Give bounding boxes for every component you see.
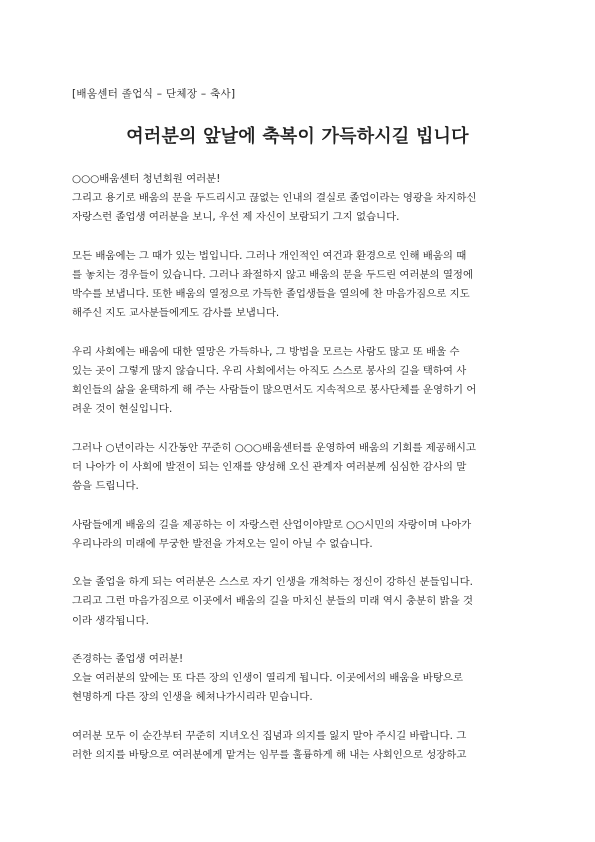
text-line: 존경하는 졸업생 여러분! — [72, 652, 184, 665]
paragraph-6 — [72, 573, 528, 631]
text-line: 모든 배움에는 그 때가 있는 법입니다. 그러나 개인적인 여건과 환경으로 인해 배움의 때 — [72, 249, 467, 262]
text-line: 오늘 여러분의 앞에는 또 다른 장의 인생이 열리게 됩니다. 이곳에서의 배움을 바탕으로 — [72, 672, 463, 685]
paragraph-7 — [72, 650, 528, 708]
text-line: 더 나아가 이 사회에 발전이 되는 인재를 양성해 오신 관계자 여러분께 심심한 감사의 말 — [72, 461, 467, 473]
text-line: 러한 의지를 바탕으로 여러분에게 맡겨는 임무를 훌륭하게 해 내는 사회인으로 성장하고 — [72, 748, 467, 761]
text-line: 현명하게 다른 장의 인생을 헤쳐나가시리라 믿습니다. — [72, 691, 313, 704]
text-line: 자랑스런 졸업생 여러분을 보니, 우선 제 자신이 보람되기 그지 없습니다. — [72, 211, 400, 224]
text-line: 회인들의 삶을 윤택하게 해 주는 사람들이 많으면서도 지속적으로 봉사단체를 운영하기 어 — [72, 384, 477, 397]
paragraph-4 — [72, 439, 528, 497]
text-line: 그리고 용기로 배움의 문을 두드리시고 끊없는 인내의 결실로 졸업이라는 영광을 차지하신 — [72, 192, 477, 205]
text-line: 우리나라의 미래에 무궁한 발전을 가져오는 일이 아닐 수 없습니다. — [72, 537, 373, 550]
document-category: [배움센터 졸업식 – 단체장 – 축사] — [72, 88, 236, 100]
document-title: 여러분의 앞날에 축복이 가득하시길 빕니다 — [126, 126, 469, 147]
text-line: 여러분 모두 이 순간부터 꾸준히 지녀오신 집념과 의지를 잃지 말아 주시길 바랍니다. 그 — [72, 729, 467, 742]
text-line: 사람들에게 배움의 길을 제공하는 이 자랑스런 산업이야말로 ○○시민의 자랑이며 나아가 — [72, 518, 472, 531]
text-line: ○○○배움센터 청년회원 여러분! — [72, 173, 221, 185]
text-line: 이라 생각됩니다. — [72, 614, 149, 627]
document-body — [72, 170, 528, 784]
text-line: 씀을 드립니다. — [72, 480, 139, 493]
text-line: 를 놓치는 경우들이 있습니다. 그러나 좌절하지 않고 배움의 문을 두드린 여러분의 열정에 — [72, 269, 473, 281]
text-line: 우리 사회에는 배움에 대한 열망은 가득하나, 그 방법을 모르는 사람도 많고 또 배울 수 — [72, 345, 460, 358]
text-line: 그리고 그런 마음가짐으로 이곳에서 배움의 길을 마치신 분들의 미래 역시 충분히 밝을 것 — [72, 595, 473, 608]
text-line: 박수를 보냅니다. 또한 배움의 열정으로 가득한 졸업생들을 열의에 찬 마음가짐으로 지도 — [72, 288, 470, 301]
text-line: 그러나 ○년이라는 시간동안 꾸준히 ○○○배움센터를 운영하여 배움의 기회를 제공해시고 — [72, 441, 476, 454]
paragraph-1 — [72, 170, 528, 228]
text-line: 오늘 졸업을 하게 되는 여러분은 스스로 자기 인생을 개척하는 정신이 강하신 분들입니다. — [72, 576, 473, 589]
text-line: 해주신 지도 교사분들에게도 감사를 보냅니다. — [72, 307, 280, 320]
text-line: 있는 곳이 그렇게 많지 않습니다. 우리 사회에서는 아직도 스스로 봉사의 길을 택하여 사 — [72, 365, 467, 377]
paragraph-3 — [72, 343, 528, 420]
paragraph-2 — [72, 247, 528, 324]
paragraph-5 — [72, 516, 528, 554]
paragraph-8 — [72, 727, 528, 765]
text-line: 려운 것이 현실입니다. — [72, 403, 173, 416]
